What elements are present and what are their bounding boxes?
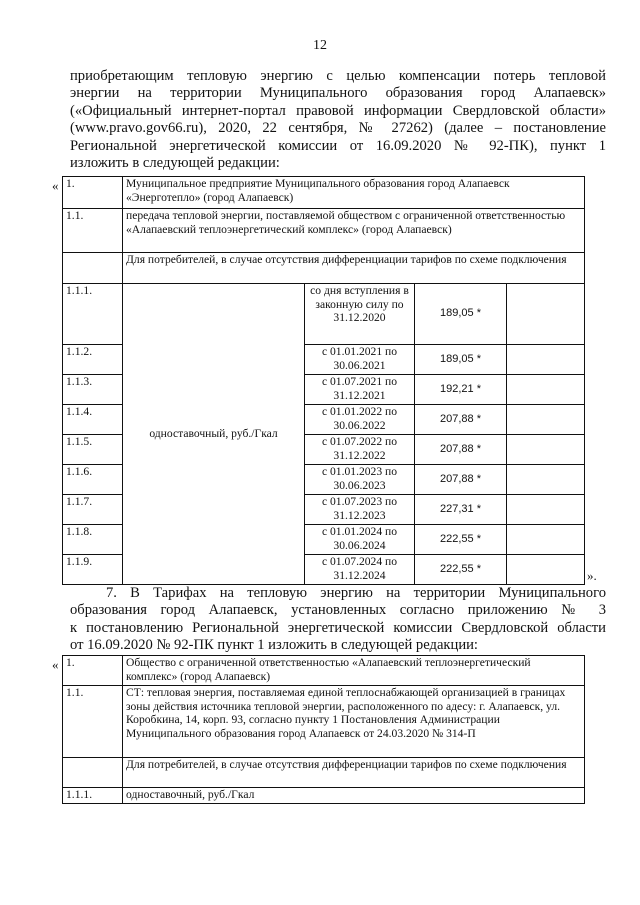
service-number: 1.1. <box>63 209 123 253</box>
period-cell: с 01.01.2023 по 30.06.2023 <box>305 465 415 495</box>
page-number: 12 <box>313 38 327 53</box>
paragraph-1-line: («Официальный интернет-портал правовой информации Свердловской области» <box>70 102 606 119</box>
tariff-value: 207,88 * <box>415 405 507 435</box>
rate-type-label: одноставочный, руб./Гкал <box>123 284 305 585</box>
paragraph-2-line: образования город Алапаевск, установленных согласно приложению № 3 <box>70 602 606 619</box>
paragraph-2-line: к постановлению Региональной энергетической комиссии Свердловской области <box>70 619 606 636</box>
org-name: Общество с ограниченной ответственностью «Алапаевский теплоэнергетический комплекс» (город Алапаевск) <box>123 656 585 686</box>
paragraph-1-line: (www.pravo.gov66.ru), 2020, 22 сентября, № 27262) (далее – постановление <box>70 120 606 137</box>
service-description: СТ: тепловая энергия, поставляемая единой теплоснабжающей организацией в границах зоны действия источника тепловой энергии, расположенного по адесу: г. Алапаевск, ул. Коробкина, 14, корп. 93, согласно пункту 1 Постановления Администрации Муниципального образования город Алапаевск от 24.03.2020 № 314-П <box>123 686 585 758</box>
paragraph-2-line: от 16.09.2020 № 92-ПК пункт 1 изложить в следующей редакции: <box>70 637 478 654</box>
row-number: 1.1.6. <box>63 465 123 495</box>
paragraph-2 <box>70 585 606 655</box>
service-description: передача тепловой энергии, поставляемой обществом с ограниченной ответственностью «Алапаевский теплоэнергетический комплекс» (город Алапаевск) <box>123 209 585 253</box>
period-cell: с 01.01.2024 по 30.06.2024 <box>305 525 415 555</box>
table-1-close-quote: ». <box>587 568 597 583</box>
row-number: 1.1.7. <box>63 495 123 525</box>
tariff-value: 227,31 * <box>415 495 507 525</box>
tariff-value: 207,88 * <box>415 435 507 465</box>
row-number: 1.1.2. <box>63 345 123 375</box>
paragraph-1-line: изложить в следующей редакции: <box>70 155 280 172</box>
period-cell: с 01.01.2021 по 30.06.2021 <box>305 345 415 375</box>
row-number: 1.1.4. <box>63 405 123 435</box>
row-number: 1.1.8. <box>63 525 123 555</box>
tariff-table-1 <box>62 176 585 585</box>
period-cell: с 01.07.2023 по 31.12.2023 <box>305 495 415 525</box>
tariff-value: 192,21 * <box>415 375 507 405</box>
paragraph-1-line: энергии на территории Муниципального образования город Алапаевск» <box>70 85 606 102</box>
paragraph-1 <box>70 68 606 172</box>
period-cell: с 01.07.2022 по 31.12.2022 <box>305 435 415 465</box>
service-number: 1.1. <box>63 686 123 758</box>
rate-type-label: одноставочный, руб./Гкал <box>123 788 585 804</box>
consumers-description: Для потребителей, в случае отсутствия дифференциации тарифов по схеме подключения <box>123 758 585 788</box>
tariff-value: 222,55 * <box>415 555 507 585</box>
org-name: Муниципальное предприятие Муниципального образования город Алапаевск «Энерготепло» (город Алапаевск) <box>123 177 585 209</box>
table-2-open-quote: « <box>52 657 59 672</box>
paragraph-1-line: приобретающим тепловую энергию с целью компенсации потерь тепловой <box>70 68 606 84</box>
org-number: 1. <box>63 177 123 209</box>
paragraph-2-line: 7. В Тарифах на тепловую энергию на территории Муниципального <box>106 585 606 601</box>
tariff-table-2 <box>62 655 585 804</box>
org-number: 1. <box>63 656 123 686</box>
period-cell: со дня вступления в законную силу по 31.12.2020 <box>305 284 415 345</box>
period-cell: с 01.07.2024 по 31.12.2024 <box>305 555 415 585</box>
row-number: 1.1.5. <box>63 435 123 465</box>
consumers-description: Для потребителей, в случае отсутствия дифференциации тарифов по схеме подключения <box>123 253 585 284</box>
row-number: 1.1.3. <box>63 375 123 405</box>
row-number: 1.1.1. <box>63 284 123 345</box>
tariff-value: 189,05 * <box>415 284 507 345</box>
period-cell: с 01.07.2021 по 31.12.2021 <box>305 375 415 405</box>
row-number: 1.1.9. <box>63 555 123 585</box>
tariff-value: 207,88 * <box>415 465 507 495</box>
period-cell: с 01.01.2022 по 30.06.2022 <box>305 405 415 435</box>
tariff-value: 222,55 * <box>415 525 507 555</box>
table-1-open-quote: « <box>52 178 59 193</box>
tariff-value: 189,05 * <box>415 345 507 375</box>
row-number: 1.1.1. <box>63 788 123 804</box>
paragraph-1-line: Региональной энергетической комиссии от 16.09.2020 № 92-ПК), пункт 1 <box>70 137 606 154</box>
